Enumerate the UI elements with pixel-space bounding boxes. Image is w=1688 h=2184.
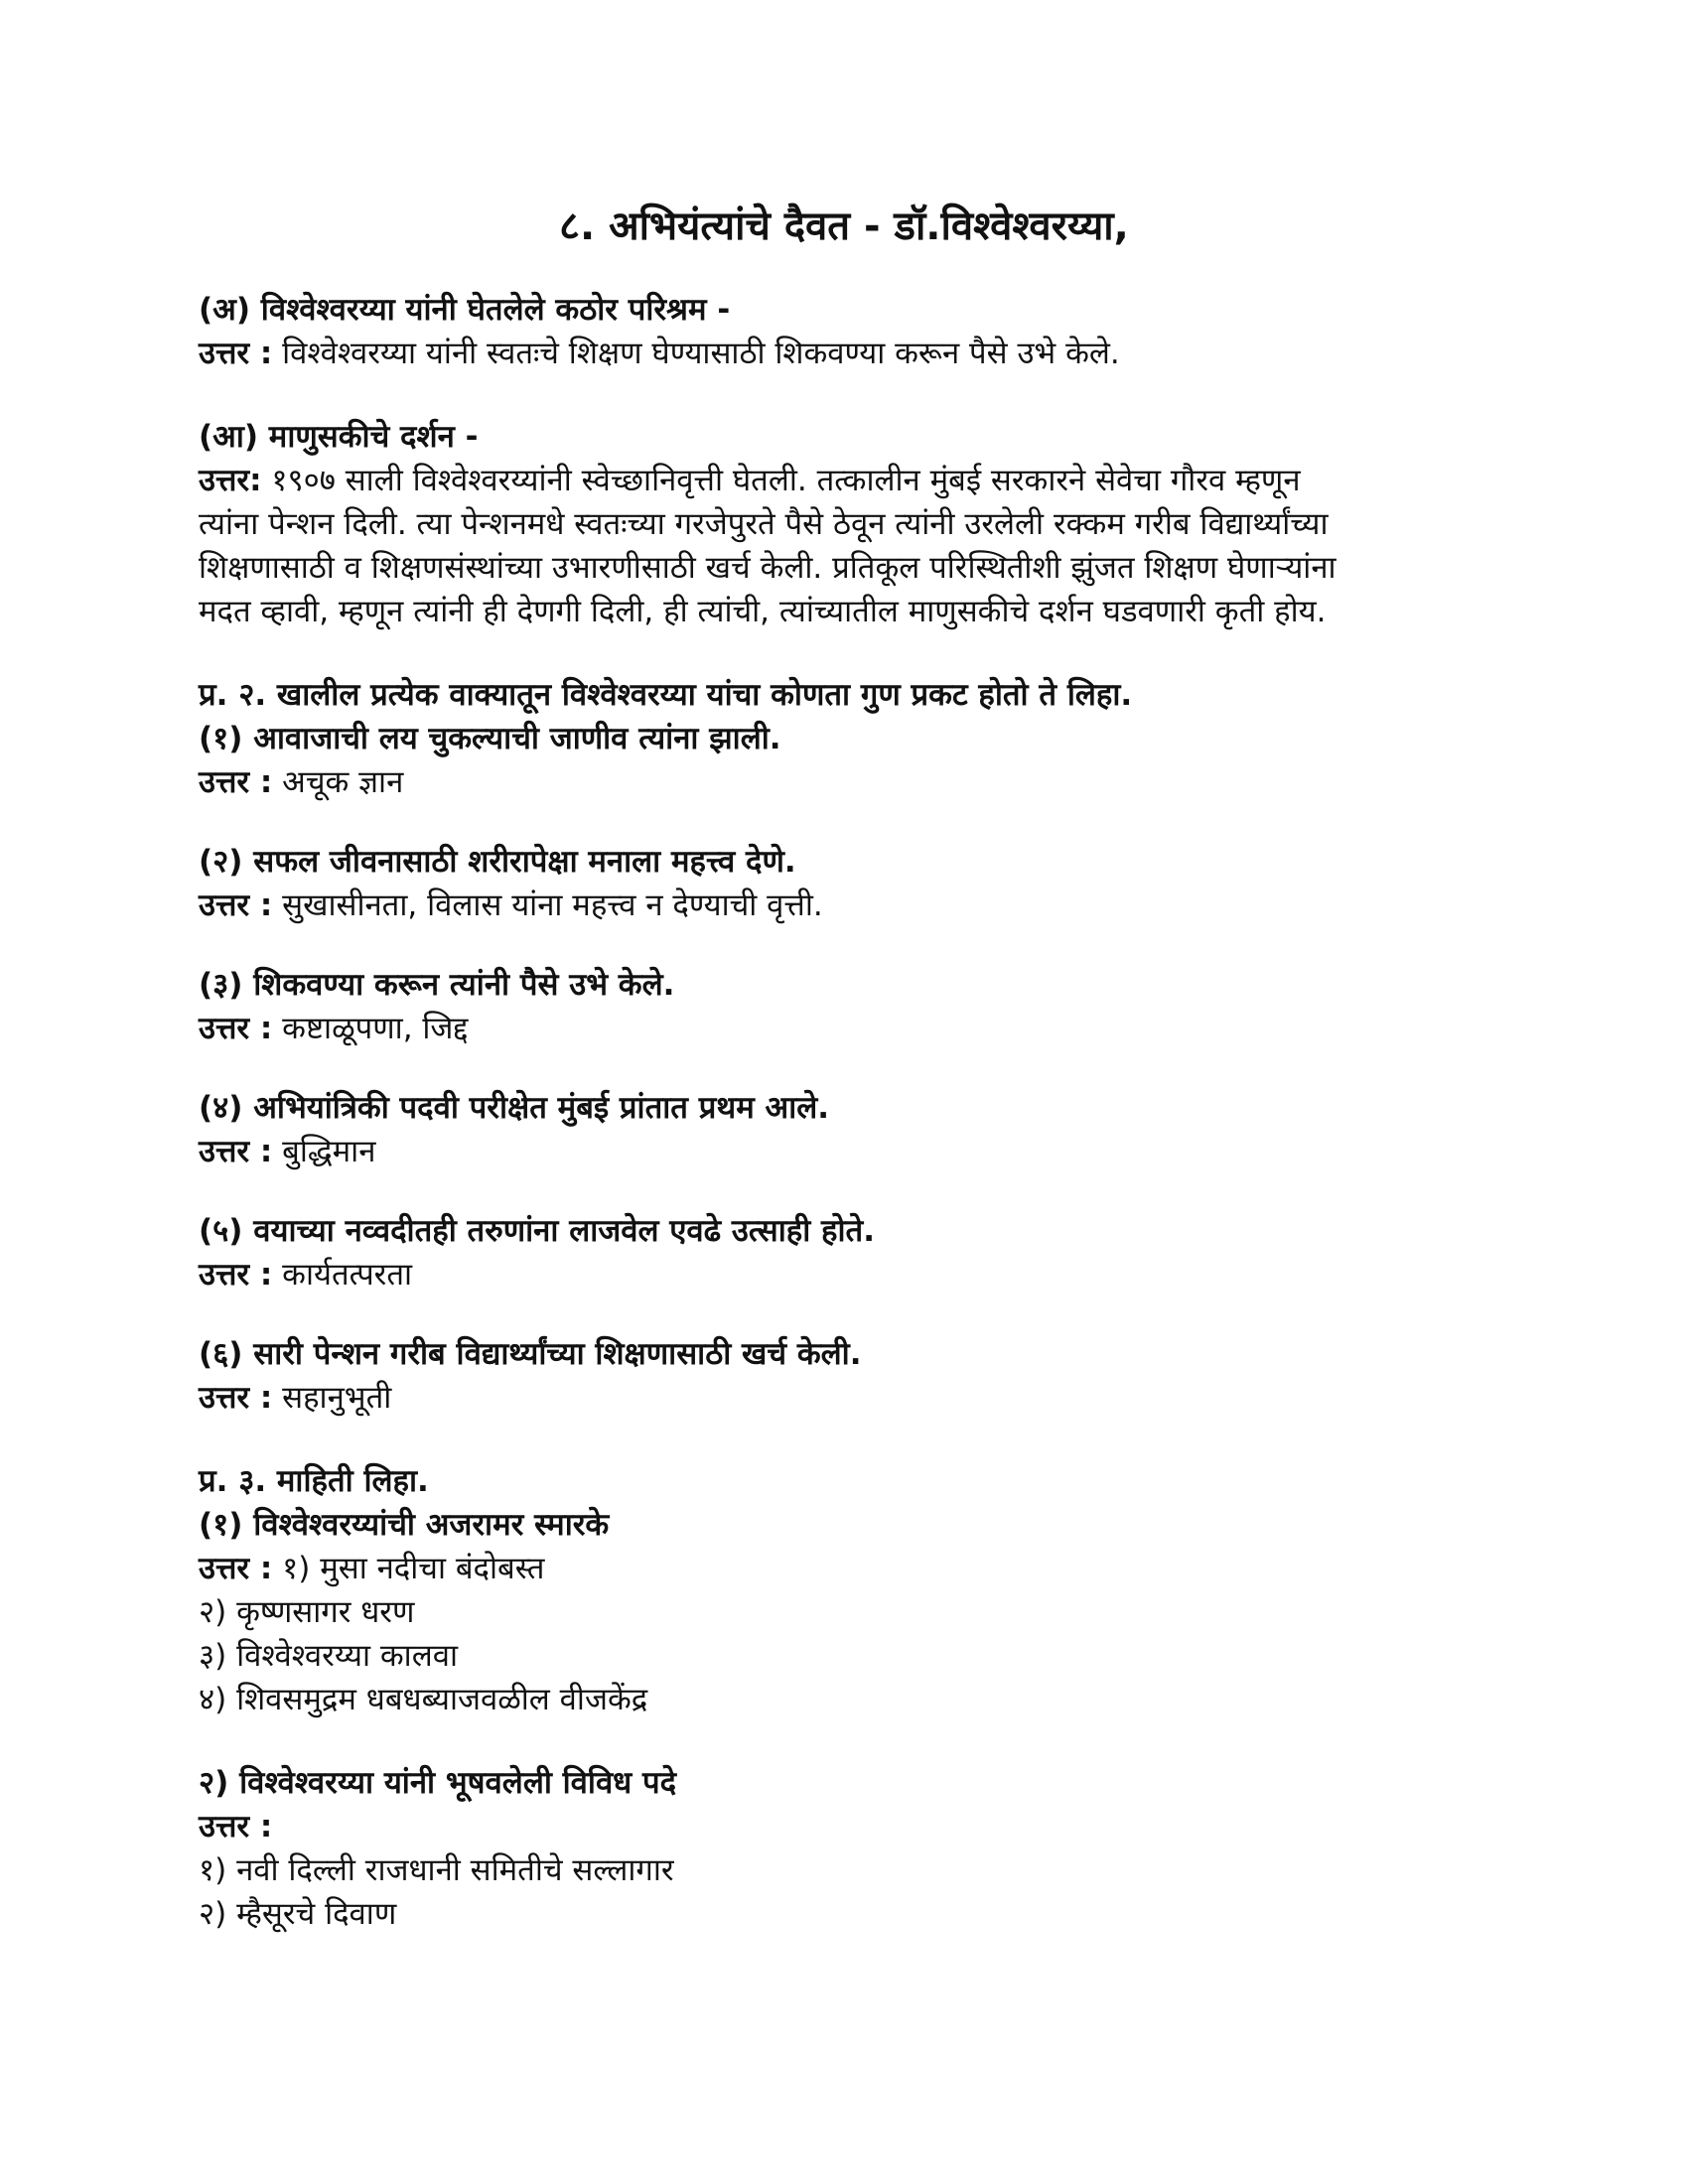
- q2-item-question: (२) सफल जीवनासाठी शरीरापेक्षा मनाला महत्त्व देणे.: [199, 844, 796, 880]
- document-body: [199, 288, 1509, 1936]
- q2-item-answer: [199, 1376, 1509, 1420]
- q2-item-question: (६) सारी पेन्शन गरीब विद्यार्थ्यांच्या शिक्षणासाठी खर्च केली.: [199, 1336, 862, 1372]
- answer-text: अचूक ज्ञान: [282, 764, 404, 800]
- answer-text: कष्टाळूपणा, जिद्द: [282, 1011, 469, 1046]
- answer-label: उत्तर:: [199, 463, 262, 498]
- section-a-answer: [199, 332, 1509, 375]
- q3-sub1-answer: [199, 1547, 1509, 1590]
- page-title: ८. अभियंत्यांचे दैवत - डॉ.विश्वेश्वरय्या,: [559, 204, 1129, 249]
- list-item: १) नवी दिल्ली राजधानी समितीचे सल्लागार: [199, 1852, 674, 1888]
- answer-label: उत्तर :: [199, 1134, 273, 1169]
- answer-text: बुद्धिमान: [282, 1134, 376, 1169]
- answer-line: त्यांना पेन्शन दिली. त्या पेन्शनमधे स्वतःच्या गरजेपुरते पैसे ठेवून त्यांनी उरलेली रक्कम गरीब विद्यार्थ्यांच्या: [199, 506, 1329, 542]
- q2-item-answer: [199, 1007, 1509, 1050]
- list-item: २) कृष्णसागर धरण: [199, 1594, 415, 1630]
- answer-label: उत्तर :: [199, 764, 273, 800]
- q2-item-question: (४) अभियांत्रिकी पदवी परीक्षेत मुंबई प्रांतात प्रथम आले.: [199, 1090, 830, 1126]
- answer-label: उत्तर :: [199, 1380, 273, 1416]
- answer-label: उत्तर :: [199, 1011, 273, 1046]
- q2-item-question: (३) शिकवण्या करून त्यांनी पैसे उभे केले.: [199, 967, 675, 1003]
- q2-item-answer: [199, 1130, 1509, 1173]
- answer-label: उत्तर :: [199, 1257, 273, 1293]
- answer-line: [199, 459, 1509, 502]
- answer-text: १९०७ साली विश्वेश्वरय्यांनी स्वेच्छानिवृत्ती घेतली. तत्कालीन मुंबई सरकारने सेवेचा गौरव म्हणून: [271, 463, 1301, 498]
- answer-label: उत्तर :: [199, 1809, 273, 1844]
- question-3-heading: प्र. ३. माहिती लिहा.: [199, 1463, 429, 1499]
- q3-sub1-heading: (१) विश्वेश्वरय्यांची अजरामर स्मारके: [199, 1507, 610, 1543]
- answer-text: सुखासीनता, विलास यांना महत्त्व न देण्याची वृत्ती.: [282, 887, 823, 923]
- list-item: २) म्हैसूरचे दिवाण: [199, 1896, 397, 1932]
- q2-item-question: (१) आवाजाची लय चुकल्याची जाणीव त्यांना झाली.: [199, 721, 781, 756]
- answer-line: मदत व्हावी, म्हणून त्यांनी ही देणगी दिली, ही त्यांची, त्यांच्यातील माणुसकीचे दर्शन घडवणारी कृती होय.: [199, 594, 1327, 629]
- answer-label: उत्तर :: [199, 1551, 273, 1586]
- list-item: १) मुसा नदीचा बंदोबस्त: [282, 1551, 545, 1586]
- section-aa-answer: [199, 459, 1509, 633]
- answer-label: उत्तर :: [199, 887, 273, 923]
- answer-text: सहानुभूती: [282, 1380, 392, 1416]
- q2-item-answer: [199, 760, 1509, 804]
- list-item: ३) विश्वेश्वरय्या कालवा: [199, 1638, 458, 1674]
- answer-text: कार्यतत्परता: [282, 1257, 413, 1293]
- section-aa-heading: (आ) माणुसकीचे दर्शन -: [199, 419, 479, 455]
- q2-item-answer: [199, 1253, 1509, 1297]
- q2-item-answer: [199, 884, 1509, 927]
- answer-label: उत्तर :: [199, 336, 273, 371]
- section-a-heading: (अ) विश्वेश्वरय्या यांनी घेतलेले कठोर परिश्रम -: [199, 292, 731, 328]
- answer-line: शिक्षणासाठी व शिक्षणसंस्थांच्या उभारणीसाठी खर्च केली. प्रतिकूल परिस्थितीशी झुंजत शिक्षण घेणाऱ्यांना: [199, 550, 1336, 586]
- answer-text: विश्वेश्वरय्या यांनी स्वतःचे शिक्षण घेण्यासाठी शिकवण्या करून पैसे उभे केले.: [282, 336, 1120, 371]
- q2-item-question: (५) वयाच्या नव्वदीतही तरुणांना लाजवेल एवढे उत्साही होते.: [199, 1213, 875, 1249]
- q3-sub2-heading: २) विश्वेश्वरय्या यांनी भूषवलेली विविध पदे: [199, 1765, 677, 1801]
- list-item: ४) शिवसमुद्रम धबधब्याजवळील वीजकेंद्र: [199, 1682, 648, 1717]
- question-2-heading: प्र. २. खालील प्रत्येक वाक्यातून विश्वेश्वरय्या यांचा कोणता गुण प्रकट होतो ते लिहा.: [199, 677, 1133, 713]
